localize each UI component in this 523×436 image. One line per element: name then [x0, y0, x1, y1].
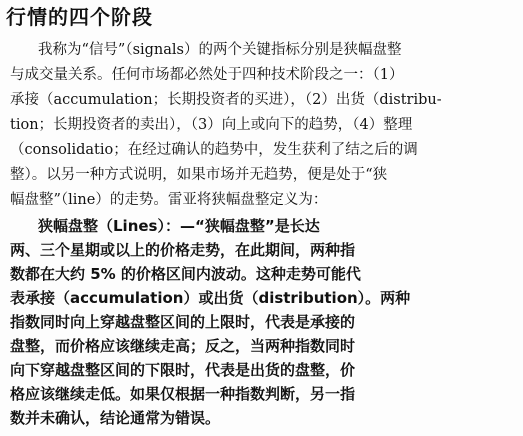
- definition-line: 向下穿越盘整区间的下限时，代表是出货的盘整，价: [10, 361, 356, 379]
- intro-line: （consolidatio；在经过确认的趋势中，发生获利了结之后的调: [10, 142, 418, 158]
- definition-line: 数都在大约 5% 的价格区间内波动。这种走势可能代: [10, 265, 361, 283]
- definition-line: 格应该继续走低。如果仅根据一种指数判断，另一指: [10, 385, 356, 403]
- definition-line: 表承接（accumulation）或出货（distribution）。两种: [10, 289, 411, 307]
- definition-line: 数并未确认，结论通常为错误。: [10, 409, 221, 427]
- intro-line: tion；长期投资者的卖出），（3）向上或向下的趋势，（4）整理: [10, 117, 413, 133]
- definition-line: 盘整，而价格应该继续走高；反之，当两种指数同时: [10, 337, 356, 355]
- definition-line: 两、三个星期或以上的价格走势，在此期间，两种指: [10, 241, 356, 259]
- intro-line: 幅盘整”（line）的走势。雷亚将狭幅盘整定义为：: [10, 192, 328, 208]
- definition-line: 指数同时向上穿越盘整区间的上限时，代表是承接的: [10, 313, 356, 331]
- intro-line: 与成交量关系。任何市场都必然处于四种技术阶段之一：（1）: [10, 67, 404, 83]
- intro-line: 我称为“信号”（signals）的两个关键指标分别是狭幅盘整: [38, 42, 402, 58]
- section-heading: 行情的四个阶段: [6, 5, 153, 29]
- intro-line: 整）。以另一种方式说明，如果市场并无趋势，便是处于“狭: [10, 167, 388, 183]
- definition-line: 狭幅盘整（Lines）：—“狭幅盘整”是长达: [38, 217, 320, 235]
- intro-line: 承接（accumulation；长期投资者的买进），（2）出货（distribu-: [10, 92, 442, 108]
